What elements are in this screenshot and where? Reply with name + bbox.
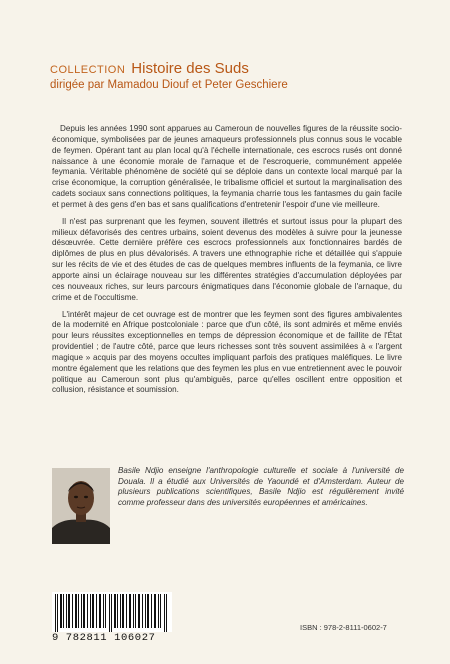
author-photo [52,468,110,544]
series-title: Histoire des Suds [131,60,249,77]
author-bio: Basile Ndjio enseigne l'anthropologie culturelle et sociale à l'université de Douala. Il a étudié aux Universités de Yaoundé et d'Amsterdam. Auteur de plusieurs publications scientifiques, Basile Ndjio est régulièrement invité comme professeur dans des universités européennes et américaines. [118,466,404,507]
book-description [52,124,402,402]
isbn-label: ISBN : 978-2-8111-0602-7 [300,623,387,632]
description-paragraph-3: L'intérêt majeur de cet ouvrage est de montrer que les feymen sont des figures ambivalentes de la modernité en Afrique postcoloniale : parce que d'un côté, ils sont admirés et même enviés pour leurs réussites exceptionnelles en temps de dépression économique et de faillite de l'État providentiel ; de l'autre côté, parce que leurs richesses sont très souvent assimilées à « l'argent magique » acquis par des moyens occultes impliquant parfois des pratiques maléfiques. Le livre montre également que les relations que des feymen les plus en vue entretiennent avec le pouvoir politique au Cameroun sont plus qu'ambiguës, parce qu'elles oscillent entre opposition et collusion, résistance et soumission. [52,309,402,395]
series-editors: dirigée par Mamadou Diouf et Peter Geschiere [50,79,288,91]
barcode-digits: 9 782811 106027 [52,632,156,644]
description-paragraph-2: Il n'est pas surprenant que les feymen, souvent illettrés et surtout issus pour la plupart des milieux défavorisés des centres urbains, soient devenus des modèles à suivre pour la jeunesse désœuvrée. Cette dernière préfère ces escrocs professionnels aux fonctionnaires bardés de diplômes de plus en plus dévalorisés. A travers une ethnographie riche et détaillée qui s'appuie sur les récits de vie et des études de cas de quelques membres influents de la feymania, ce livre apporte ainsi un éclairage nouveau sur les différentes stratégies d'accumulation déployées par ces nouveaux riches, sur leurs parcours énigmatiques dans l'économie globale de l'arnaque, du crime et de l'occultisme. [52,216,402,302]
description-paragraph-1: Depuis les années 1990 sont apparues au Cameroun de nouvelles figures de la réussite socio-économique, symbolisées par de jeunes arnaqueurs professionnels plus connus sous le vocable de feymen. Opérant tant au plan local qu'à l'échelle internationale, ces escrocs rusés ont donné naissance à une économie morale de l'arnaque et de l'escroquerie, communément appelée feymania. Véritable phénomène de société qui se déploie dans un contexte local marqué par la crise économique, la corruption généralisée, le tribalisme officiel et surtout la marginalisation des cadets sociaux sans connections politiques, la feymania charrie tous les fantasmes du gain facile et permet à des gens d'en bas et sans qualifications d'entretenir l'espoir d'une vie meilleure. [52,124,402,209]
author-portrait-image [52,468,110,544]
collection-header [50,60,410,91]
collection-line [50,60,410,77]
collection-label: COLLECTION [50,64,126,76]
barcode-icon [52,592,172,632]
barcode-block [52,592,172,648]
